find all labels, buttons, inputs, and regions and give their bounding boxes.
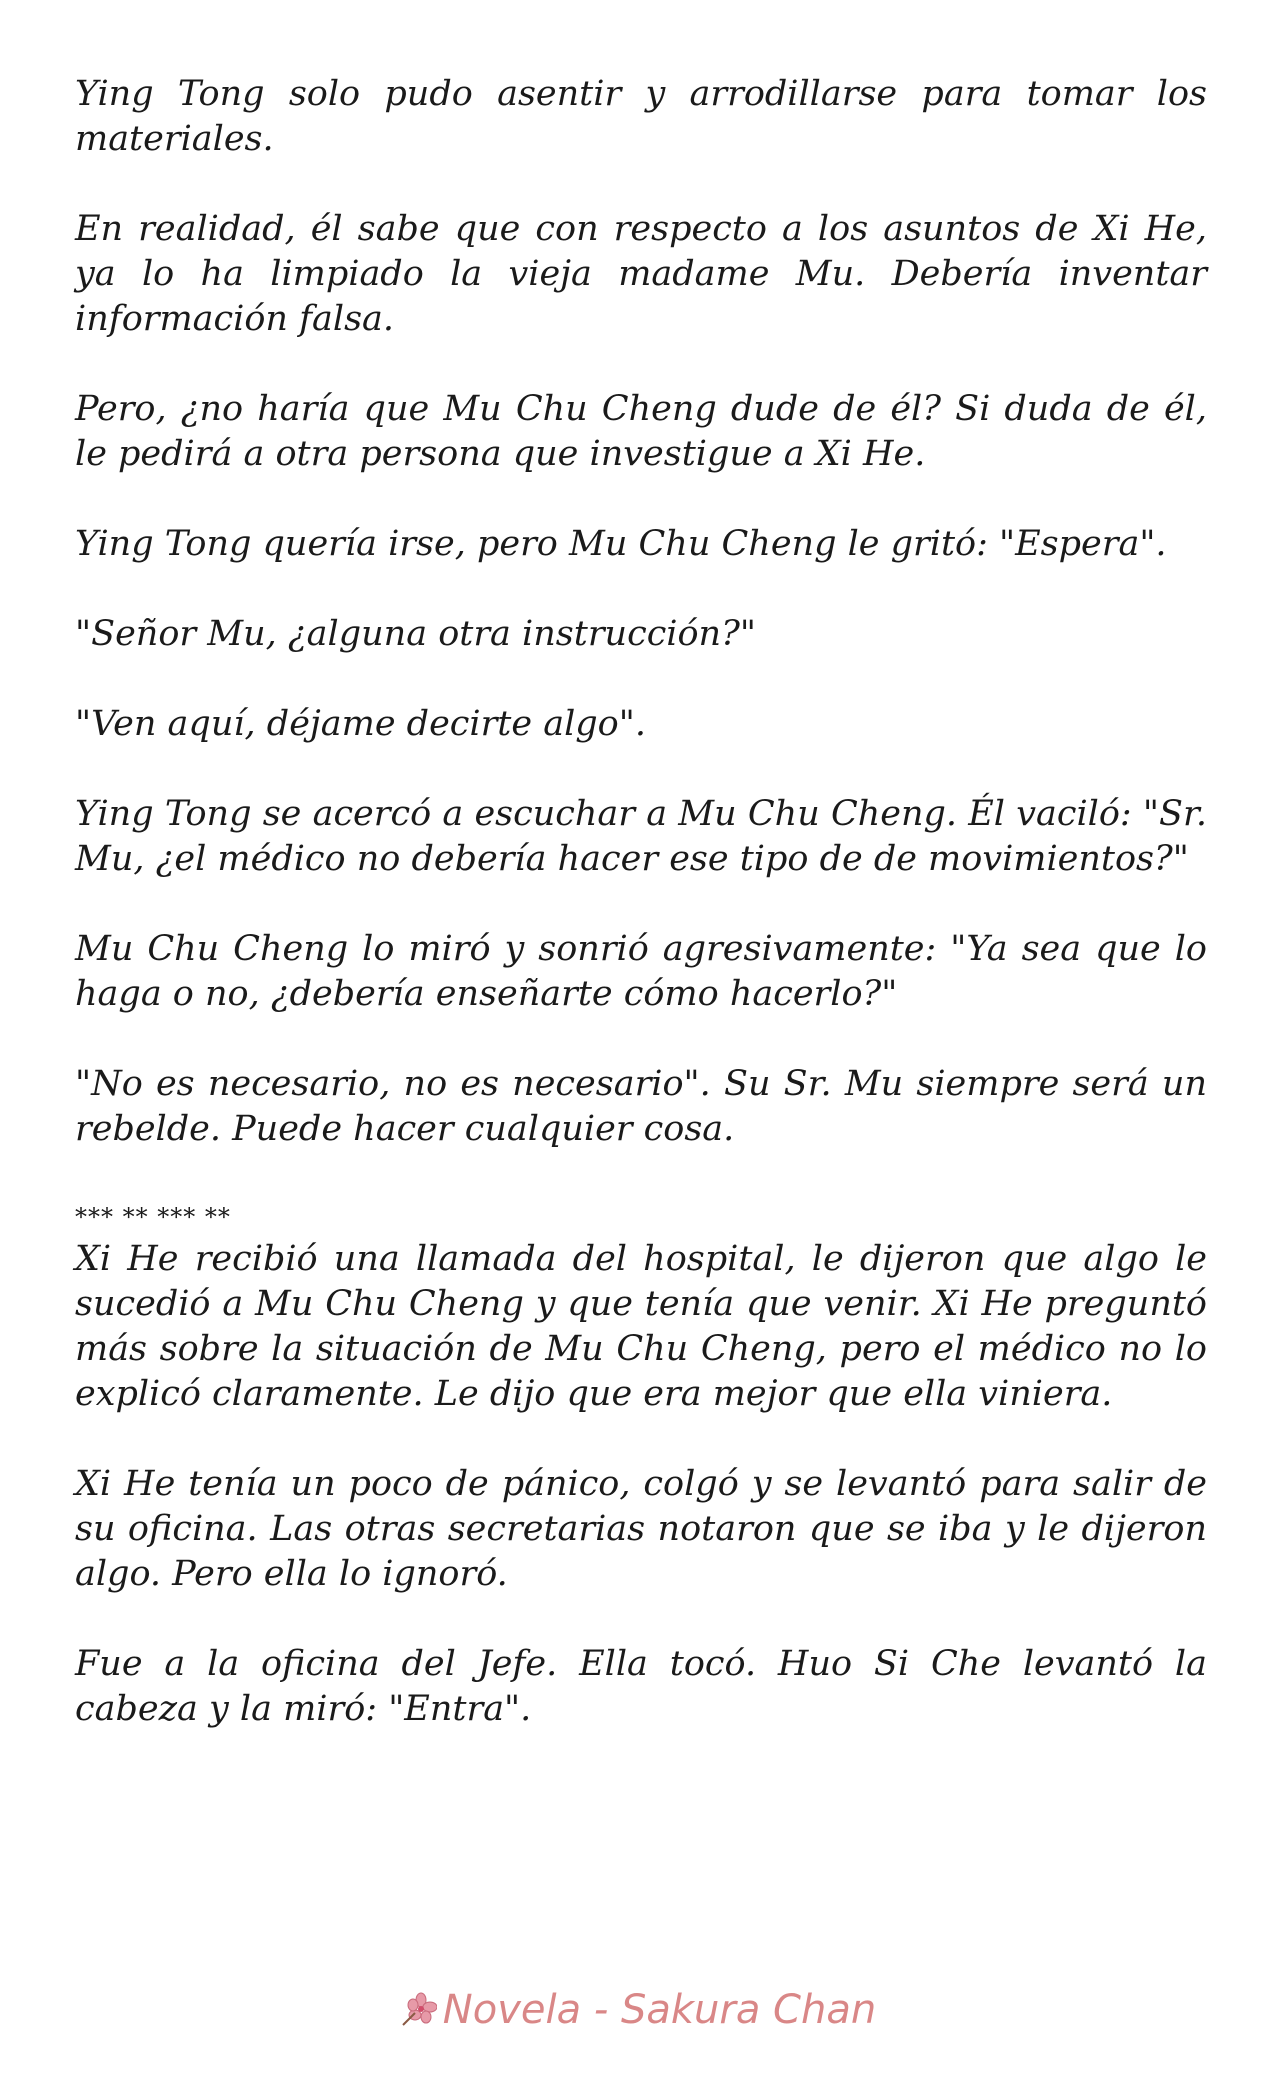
paragraph: "Señor Mu, ¿alguna otra instrucción?" [75,614,756,654]
paragraph: Mu Chu Cheng lo miró y sonrió agresivamente: "Ya sea que lo haga o no, ¿debería enseñarte cómo hacerlo?" [75,929,1207,1014]
scene-separator: *** ** *** ** [75,1203,231,1231]
paragraph: Ying Tong solo pudo asentir y arrodillarse para tomar los materiales. [75,74,1207,159]
paragraph: Pero, ¿no haría que Mu Chu Cheng dude de él? Si duda de él, le pedirá a otra persona que investigue a Xi He. [75,389,1207,474]
paragraph: Xi He recibió una llamada del hospital, le dijeron que algo le sucedió a Mu Chu Cheng y que tenía que venir. Xi He preguntó más sobre la situación de Mu Chu Cheng, pero el médico no lo explicó claramente. Le dijo que era mejor que ella viniera. [75,1239,1207,1414]
footer-watermark [0,1985,1275,2035]
paragraph: Ying Tong quería irse, pero Mu Chu Cheng le gritó: "Espera". [75,524,1167,564]
paragraph: "Ven aquí, déjame decirte algo". [75,704,646,744]
paragraph: Xi He tenía un poco de pánico, colgó y se levantó para salir de su oficina. Las otras secretarias notaron que se iba y le dijeron algo. Pero ella lo ignoró. [75,1464,1207,1594]
document-body [75,72,1207,1777]
paragraph: En realidad, él sabe que con respecto a los asuntos de Xi He, ya lo ha limpiado la vieja madame Mu. Debería inventar información falsa. [75,209,1207,339]
paragraph: Fue a la oficina del Jefe. Ella tocó. Huo Si Che levantó la cabeza y la miró: "Entra". [75,1644,1207,1729]
paragraph: "No es necesario, no es necesario". Su Sr. Mu siempre será un rebelde. Puede hacer cualquier cosa. [75,1064,1207,1149]
footer-text: Novela - Sakura Chan [442,1987,877,2033]
paragraph: Ying Tong se acercó a escuchar a Mu Chu Cheng. Él vaciló: "Sr. Mu, ¿el médico no debería hacer ese tipo de de movimientos?" [75,794,1207,879]
sakura-flower-icon [399,1991,437,2029]
